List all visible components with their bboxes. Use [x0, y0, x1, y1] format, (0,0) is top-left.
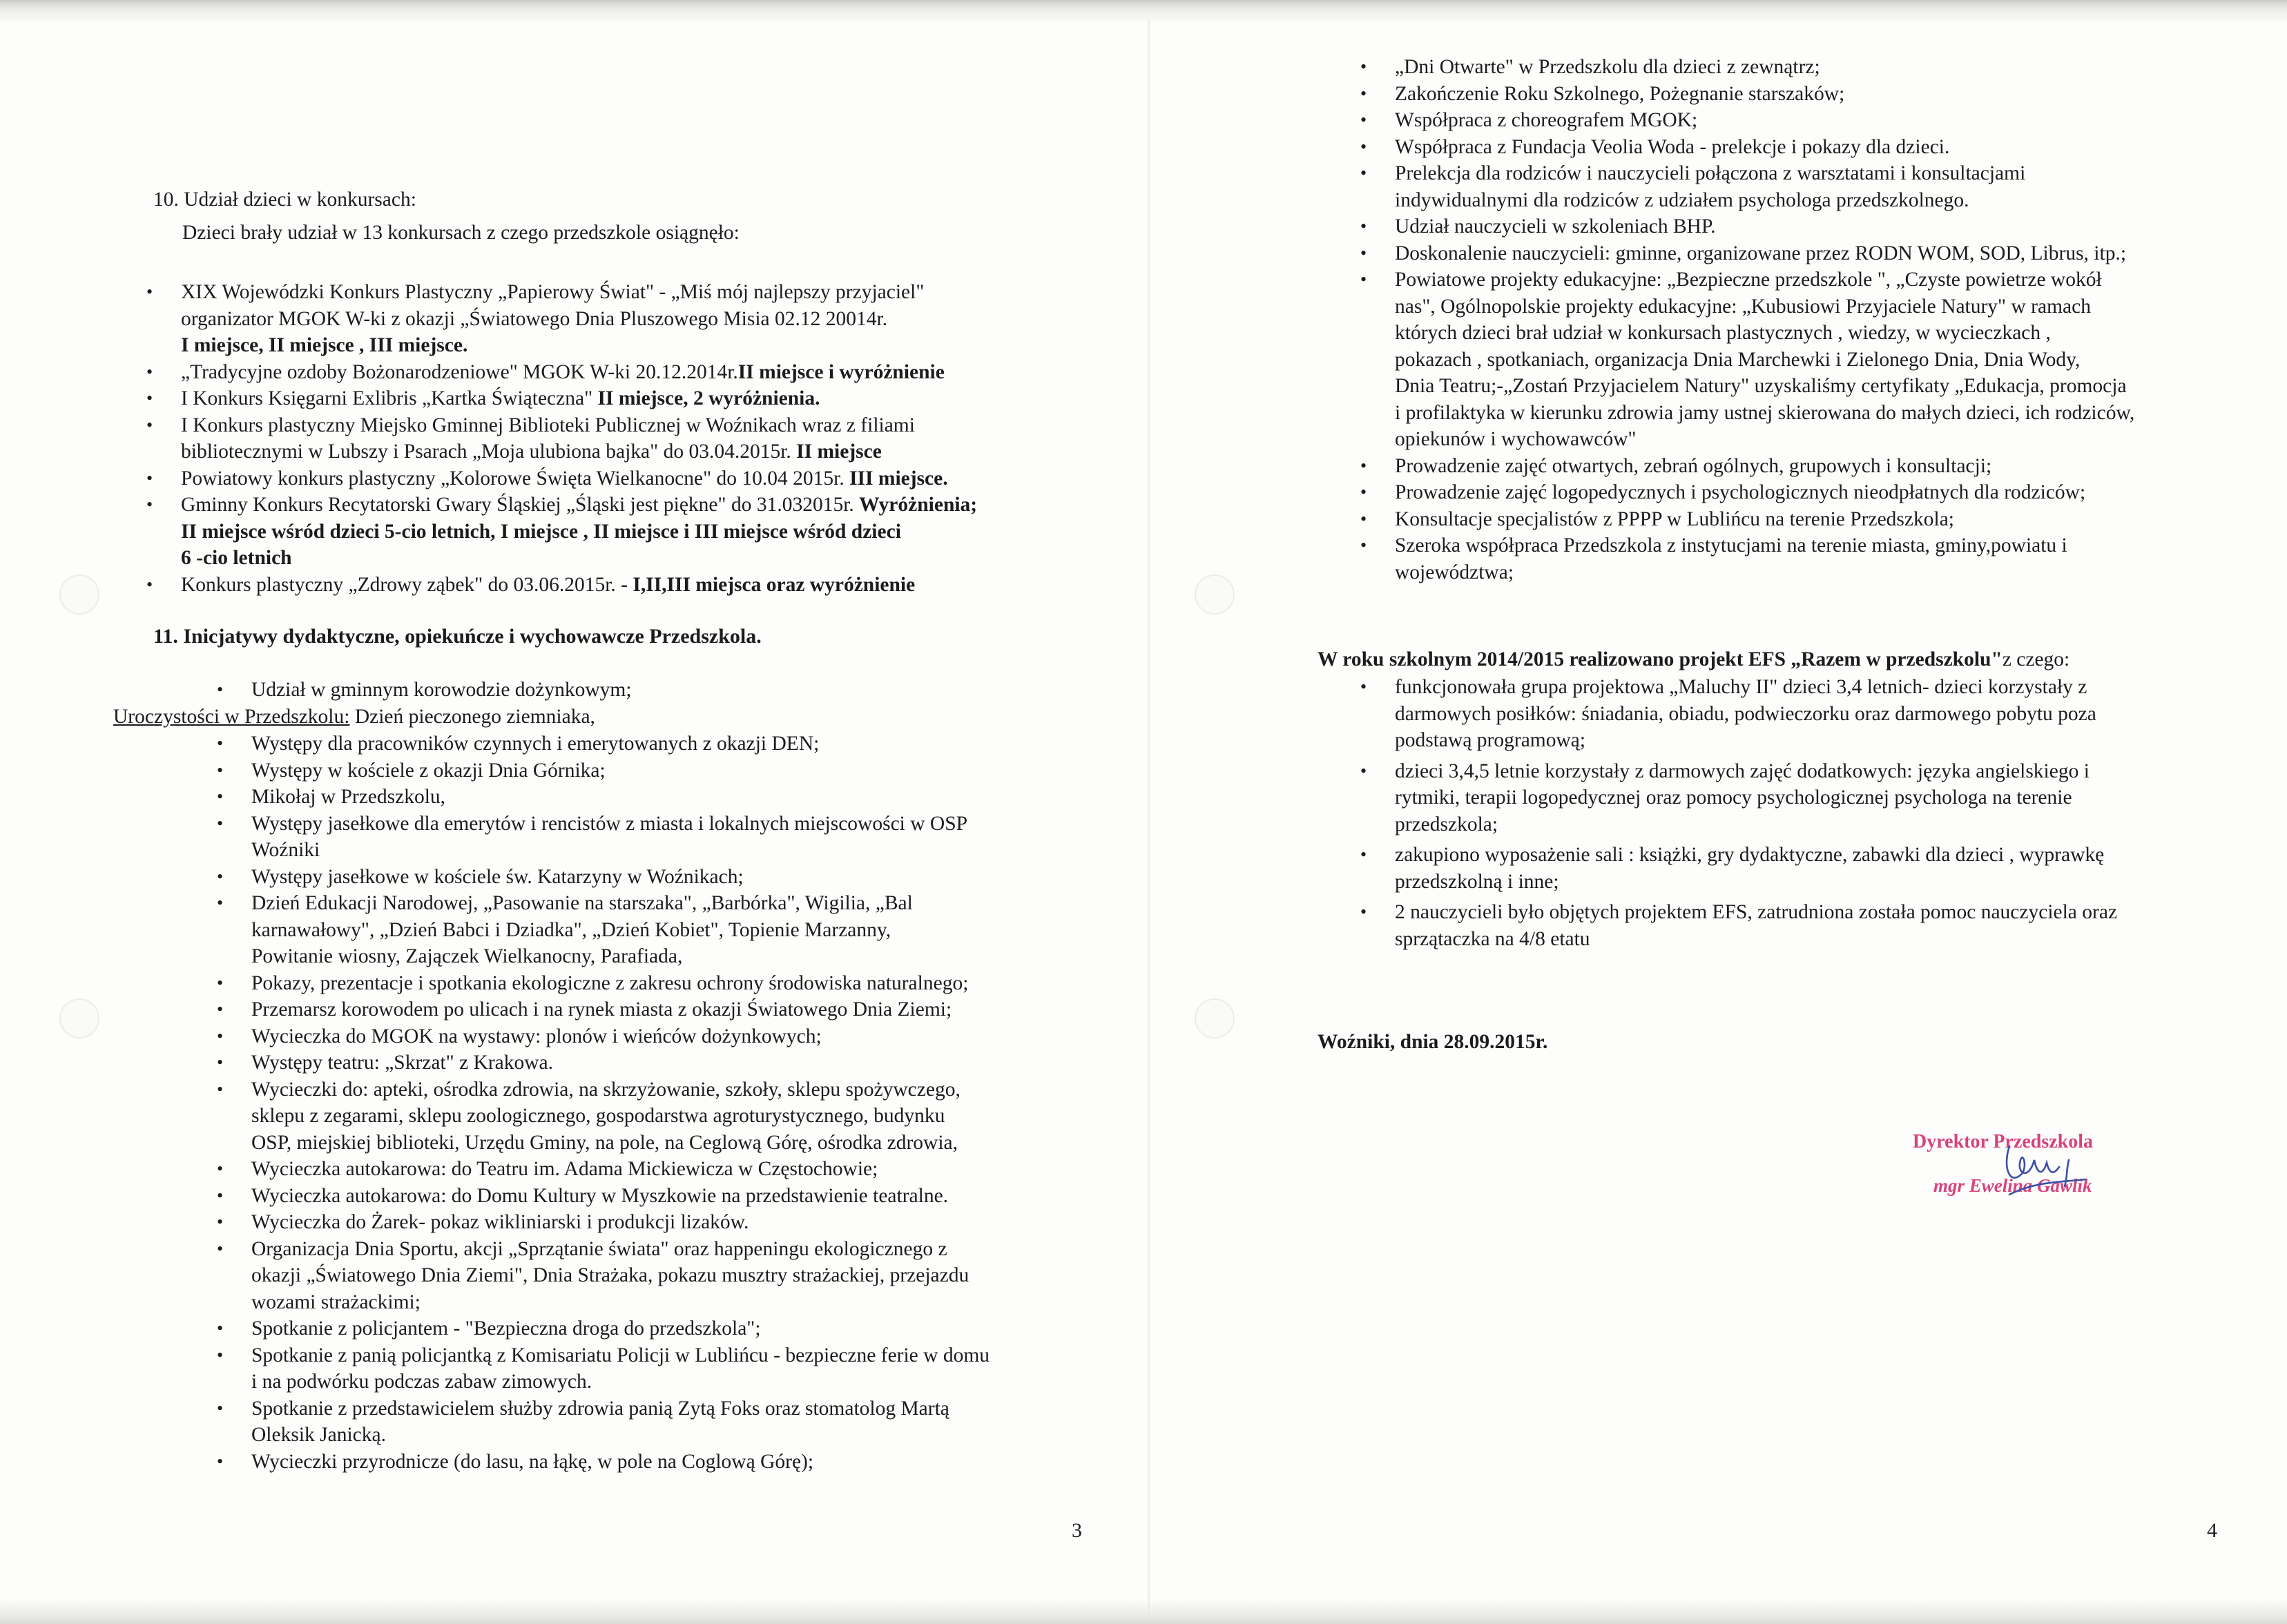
list-item: • zakupiono wyposażenie sali : książki, gry dydaktyczne, zabawki dla dzieci , wyprawkę przedszkolną i inne;: [1395, 842, 2265, 895]
list-item: • XIX Wojewódzki Konkurs Plastyczny „Papierowy Świat" - „Miś mój najlepszy przyjaciel" organizator MGOK W-ki z okazji „Światowego Dnia Pluszowego Misia 02.12 20014r. I miejsce, II miejsce , III miejsce.: [181, 279, 1134, 359]
ceremonies-label: Uroczystości w Przedszkolu:: [113, 706, 350, 728]
efs-list: [1395, 674, 2265, 952]
list-item: • Wycieczka autokarowa: do Teatru im. Adama Mickiewicza w Częstochowie;: [251, 1156, 1128, 1183]
list-item: • Współpraca z Fundacja Veolia Woda - prelekcje i pokazy dla dzieci.: [1395, 134, 2272, 161]
list-item: • Udział nauczycieli w szkoleniach BHP.: [1395, 213, 2272, 240]
list-item: • Prelekcja dla rodziców i nauczycieli połączona z warsztatami i konsultacjami indywidualnymi dla rodziców z udziałem psychologa przedszkolnego.: [1395, 160, 2272, 213]
list-item: • Udział w gminnym korowodzie dożynkowym;: [251, 677, 1080, 704]
list-item: • Konkurs plastyczny „Zdrowy ząbek" do 03.06.2015r. - I,II,III miejsca oraz wyróżnienie: [181, 572, 1134, 599]
punch-hole: [1195, 574, 1235, 615]
list-item: • Spotkanie z przedstawicielem służby zdrowia panią Zytą Foks oraz stomatolog Martą Oleksik Janicką.: [251, 1395, 1128, 1449]
list-item: • Występy jasełkowe dla emerytów i rencistów z miasta i lokalnych miejscowości w OSP Woźniki: [251, 811, 1128, 864]
list-item: • Doskonalenie nauczycieli: gminne, organizowane przez RODN WOM, SOD, Librus, itp.;: [1395, 240, 2272, 267]
ceremonies-text: Dzień pieczonego ziemniaka,: [349, 706, 595, 728]
scan-edge-bottom: [0, 1599, 2287, 1624]
list-item: • „Tradycyjne ozdoby Bożonarodzeniowe" MGOK W-ki 20.12.2014r.II miejsce i wyróżnienie: [181, 359, 1134, 386]
list-item: • Spotkanie z policjantem - "Bezpieczna droga do przedszkola";: [251, 1315, 1128, 1342]
list-item: • Pokazy, prezentacje i spotkania ekologiczne z zakresu ochrony środowiska naturalnego;: [251, 970, 1128, 997]
list-item: • Występy teatru: „Skrzat" z Krakowa.: [251, 1050, 1128, 1076]
ceremonies-line: [113, 704, 595, 731]
list-item: • Szeroka współpraca Przedszkola z instytucjami na terenie miasta, gminy,powiatu i województwa;: [1395, 532, 2272, 586]
list-item: • Występy jasełkowe w kościele św. Katarzyny w Woźnikach;: [251, 864, 1128, 891]
list-item: • Zakończenie Roku Szkolnego, Pożegnanie starszaków;: [1395, 81, 2272, 108]
page-fold: [1148, 0, 1150, 1624]
list-item: • Prowadzenie zajęć logopedycznych i psychologicznych nieodpłatnych dla rodziców;: [1395, 479, 2272, 506]
list-item: • Przemarsz korowodem po ulicach i na rynek miasta z okazji Światowego Dnia Ziemi;: [251, 996, 1128, 1023]
list-item: • Mikołaj w Przedszkolu,: [251, 784, 1128, 811]
page-number-right: 4: [2207, 1519, 2217, 1542]
list-item: • I Konkurs plastyczny Miejsko Gminnej Biblioteki Publicznej w Woźnikach wraz z filiami bibliotecznymi w Lubszy i Psarach „Moja ulubiona bajka" do 03.04.2015r. II miejsce: [181, 412, 1134, 465]
initiatives-list: [251, 731, 1128, 1475]
list-item: • „Dni Otwarte" w Przedszkolu dla dzieci z zewnątrz;: [1395, 54, 2272, 81]
list-item: • Wycieczka do Żarek- pokaz wikliniarski i produkcji lizaków.: [251, 1209, 1128, 1236]
punch-hole: [59, 574, 99, 615]
efs-heading: W roku szkolnym 2014/2015 realizowano projekt EFS „Razem w przedszkolu"z czego:: [1318, 648, 2070, 670]
list-item: • Spotkanie z panią policjantką z Komisariatu Policji w Lublińcu - bezpieczne ferie w domu i na podwórku podczas zabaw zimowych.: [251, 1342, 1128, 1395]
contest-list: [181, 279, 1134, 598]
stamp-name: mgr Ewelina Gawlik: [1933, 1175, 2092, 1196]
list-item: • Gminny Konkurs Recytatorski Gwary Śląskiej „Śląski jest piękne" do 31.032015r. Wyróżnienia; II miejsce wśród dzieci 5-cio letnich, I miejsce , II miejsce i III miejsce wśród dzieci 6 -cio letnich: [181, 492, 1134, 572]
place-date: Woźniki, dnia 28.09.2015r.: [1318, 1031, 1548, 1053]
punch-hole: [1195, 998, 1235, 1038]
harvest-list: [251, 677, 1080, 704]
list-item: • Prowadzenie zajęć otwartych, zebrań ogólnych, grupowych i konsultacji;: [1395, 453, 2272, 480]
list-item: • Wycieczki przyrodnicze (do lasu, na łąkę, w pole na Coglową Górę);: [251, 1449, 1128, 1476]
list-item: • Występy dla pracowników czynnych i emerytowanych z okazji DEN;: [251, 731, 1128, 757]
list-item: • Organizacja Dnia Sportu, akcji „Sprzątanie świata" oraz happeningu ekologicznego z okazji „Światowego Dnia Ziemi", Dnia Strażaka, pokazu musztry strażackiej, przejazdu wozami strażackimi;: [251, 1236, 1128, 1316]
list-item: • Konsultacje specjalistów z PPPP w Lublińcu na terenie Przedszkola;: [1395, 506, 2272, 533]
list-item: • dzieci 3,4,5 letnie korzystały z darmowych zajęć dodatkowych: języka angielskiego i rytmiki, terapii logopedycznej oraz pomocy psychologicznej psychologa na terenie przedszkola;: [1395, 758, 2265, 838]
list-item: • Powiatowy konkurs plastyczny „Kolorowe Święta Wielkanocne" do 10.04 2015r. III miejsce.: [181, 465, 1134, 492]
stamp-title: Dyrektor Przedszkola: [1913, 1131, 2094, 1152]
list-item: • Dzień Edukacji Narodowej, „Pasowanie na starszaka", „Barbórka", Wigilia, „Bal karnawałowy", „Dzień Babci i Dziadka", „Dzień Kobiet", Topienie Marzanny, Powitanie wiosny, Zajączek Wielkanocny, Parafiada,: [251, 890, 1128, 970]
list-item: • 2 nauczycieli było objętych projektem EFS, zatrudniona została pomoc nauczyciela oraz sprzątaczka na 4/8 etatu: [1395, 899, 2265, 952]
page-number-left: 3: [1072, 1519, 1082, 1542]
list-item: • Współpraca z choreografem MGOK;: [1395, 107, 2272, 134]
section-11-title: 11. Inicjatywy dydaktyczne, opiekuńcze i wychowawcze Przedszkola.: [153, 625, 762, 648]
list-item: • Występy w kościele z okazji Dnia Górnika;: [251, 757, 1128, 784]
list-item: • Wycieczka autokarowa: do Domu Kultury w Myszkowie na przedstawienie teatralne.: [251, 1183, 1128, 1210]
list-item: • funkcjonowała grupa projektowa „Maluchy II" dzieci 3,4 letnich- dzieci korzystały z darmowych posiłków: śniadania, obiadu, podwieczorku oraz darmowego pobytu poza podstawą programową;: [1395, 674, 2265, 754]
list-item: • Wycieczki do: apteki, ośrodka zdrowia, na skrzyżowanie, szkoły, sklepu spożywczego, sklepu z zegarami, sklepu zoologicznego, gospodarstwa agroturystycznego, budynku OSP, miejskiej biblioteki, Urzędu Gminy, na pole, na Ceglową Górę, ośrodka zdrowia,: [251, 1076, 1128, 1157]
list-item: • Powiatowe projekty edukacyjne: „Bezpieczne przedszkole ", „Czyste powietrze wokół nas", Ogólnopolskie projekty edukacyjne: „Kubusiowi Przyjaciele Natury" w ramach których dzieci brał udział w konkursach plastycznych , wiedzy, w wycieczkach , pokazach , spotkaniach, organizacja Dnia Marchewki i Zielonego Dnia, Dnia Wody, Dnia Teatru;-„Zostań Przyjacielem Natury" uzyskaliśmy certyfikaty „Edukacja, promocja i profilaktyka w kierunku zdrowia jamy ustnej skierowana do małych dzieci, ich rodziców, opiekunów i wychowawców": [1395, 267, 2272, 453]
punch-hole: [59, 998, 99, 1038]
handwritten-signature: [1906, 1132, 2127, 1215]
scan-edge-top: [0, 0, 2287, 23]
list-item: • I Konkurs Księgarni Exlibris „Kartka Świąteczna" II miejsce, 2 wyróżnienia.: [181, 385, 1134, 412]
section-10-title: 10. Udział dzieci w konkursach:: [153, 188, 416, 211]
list-item: • Wycieczka do MGOK na wystawy: plonów i wieńców dożynkowych;: [251, 1023, 1128, 1050]
section-10-intro: Dzieci brały udział w 13 konkursach z czego przedszkole osiągnęło:: [182, 222, 740, 244]
right-activities-list: [1395, 54, 2272, 586]
